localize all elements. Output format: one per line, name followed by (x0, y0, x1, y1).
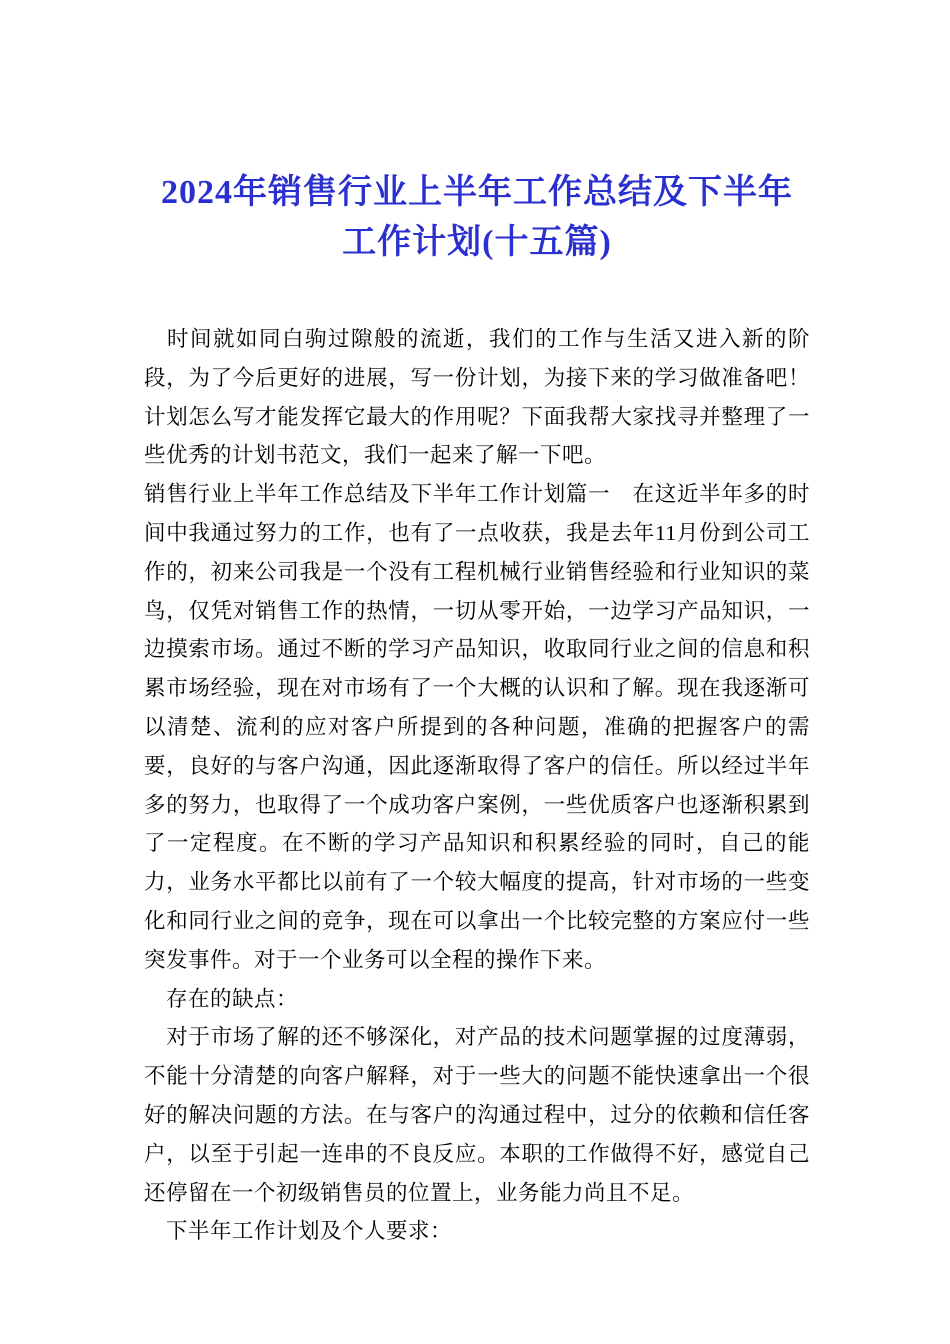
body-paragraph-plan-heading: 下半年工作计划及个人要求： (144, 1219, 453, 1244)
body-paragraph-intro: 时间就如同白驹过隙般的流逝，我们的工作与生活又进入新的阶段，为了今后更好的进展，写一份计划，为接下来的学习做准备吧！计划怎么写才能发挥它最大的作用呢？下面我帮大家找寻并整理了一些优秀的计划书范文，我们一起来了解一下吧。 (144, 327, 810, 468)
body-paragraph-summary: 销售行业上半年工作总结及下半年工作计划篇一 在这近半年多的时间中我通过努力的工作，也有了一点收获，我是去年11月份到公司工作的，初来公司我是一个没有工程机械行业销售经验和行业知识的菜鸟，仅凭对销售工作的热情，一切从零开始，一边学习产品知识，一边摸索市场。通过不断的学习产品知识，收取同行业之间的信息和积累市场经验，现在对市场有了一个大概的认识和了解。现在我逐渐可以清楚、流利的应对客户所提到的各种问题，准确的把握客户的需要，良好的与客户沟通，因此逐渐取得了客户的信任。所以经过半年多的努力，也取得了一个成功客户案例，一些优质客户也逐渐积累到了一定程度。在不断的学习产品知识和积累经验的同时，自己的能力，业务水平都比以前有了一个较大幅度的提高，针对市场的一些变化和同行业之间的竞争，现在可以拿出一个比较完整的方案应付一些突发事件。对于一个业务可以全程的操作下来。 (144, 482, 810, 972)
body-paragraph-shortcomings-detail: 对于市场了解的还不够深化，对产品的技术问题掌握的过度薄弱，不能十分清楚的向客户解释，对于一些大的问题不能快速拿出一个很好的解决问题的方法。在与客户的沟通过程中，过分的依赖和信任客户，以至于引起一连串的不良反应。本职的工作做得不好，感觉自己还停留在一个初级销售员的位置上，业务能力尚且不足。 (144, 1025, 810, 1205)
document-body (144, 320, 810, 1251)
page-title: 2024年销售行业上半年工作总结及下半年工作计划(十五篇) (161, 174, 793, 261)
body-paragraph-shortcomings-heading: 存在的缺点： (144, 986, 299, 1011)
